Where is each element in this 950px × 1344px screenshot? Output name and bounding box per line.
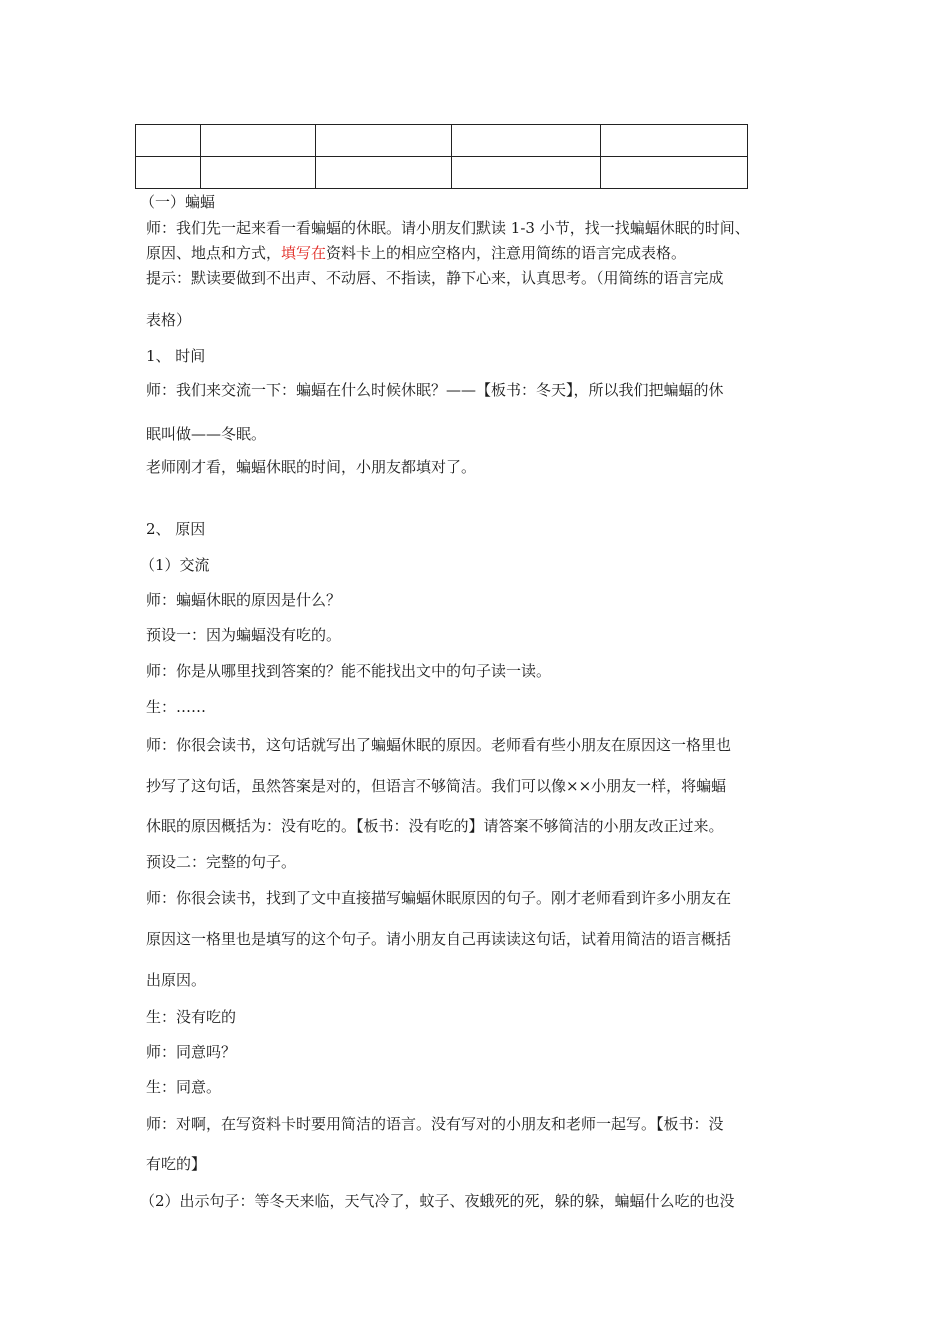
table-cell	[136, 125, 201, 157]
reason-line-3: 师：你是从哪里找到答案的？能不能找出文中的句子读一读。	[146, 662, 552, 680]
table-row	[136, 125, 748, 157]
table-cell	[136, 157, 201, 189]
table-cell	[601, 125, 748, 157]
time-line-3: 老师刚才看，蝙蝠休眠的时间，小朋友都填对了。	[146, 458, 477, 476]
heading-reason: 2、 原因	[146, 520, 206, 538]
table-row	[136, 157, 748, 189]
intro-text-b: 资料卡上的相应空格内，注意用简练的语言完成表格。	[326, 244, 687, 262]
table-cell	[452, 125, 601, 157]
highlight-fill-in: 填写在	[281, 244, 327, 262]
reason-line-2: 预设一：因为蝙蝠没有吃的。	[146, 626, 342, 644]
table-cell	[201, 157, 316, 189]
intro-text-a: 原因、地点和方式，	[146, 244, 282, 262]
subheading-exchange: （1）交流	[140, 556, 210, 574]
tip-line-2: 表格）	[146, 311, 192, 329]
reason-line-10: 原因这一格里也是填写的这个句子。请小朋友自己再读读这句话，试着用简洁的语言概括	[146, 930, 732, 948]
heading-time: 1、 时间	[146, 347, 206, 365]
table-cell	[316, 157, 452, 189]
table-cell	[601, 157, 748, 189]
reason-line-1: 师：蝙蝠休眠的原因是什么？	[146, 591, 342, 609]
tip-line-1: 提示：默读要做到不出声、不动唇、不指读，静下心来，认真思考。（用简练的语言完成	[146, 269, 724, 287]
section-title: （一）蝙蝠	[140, 193, 216, 211]
time-line-1: 师：我们来交流一下：蝙蝠在什么时候休眠？——【板书：冬天】，所以我们把蝙蝠的休	[146, 381, 724, 399]
reason-line-16: 有吃的】	[146, 1155, 207, 1173]
table-cell	[316, 125, 452, 157]
teacher-intro-line-2	[146, 243, 686, 263]
info-card-table	[135, 124, 748, 189]
reason-line-13: 师：同意吗？	[146, 1043, 237, 1061]
reason-line-5: 师：你很会读书，这句话就写出了蝙蝠休眠的原因。老师看有些小朋友在原因这一格里也	[146, 736, 732, 754]
reason-line-9: 师：你很会读书，找到了文中直接描写蝙蝠休眠原因的句子。刚才老师看到许多小朋友在	[146, 889, 732, 907]
reason-line-15: 师：对啊，在写资料卡时要用简洁的语言。没有写对的小朋友和老师一起写。【板书：没	[146, 1115, 724, 1133]
reason-line-14: 生：同意。	[146, 1078, 222, 1096]
reason-line-11: 出原因。	[146, 971, 207, 989]
table-cell	[452, 157, 601, 189]
reason-line-4: 生：……	[146, 698, 207, 716]
subheading-show-sentence: （2）出示句子：等冬天来临，天气冷了，蚊子、夜蛾死的死，躲的躲，蝙蝠什么吃的也没	[140, 1192, 735, 1210]
reason-line-6: 抄写了这句话，虽然答案是对的，但语言不够简洁。我们可以像××小朋友一样，将蝙蝠	[146, 777, 727, 795]
teacher-intro-line-1: 师：我们先一起来看一看蝙蝠的休眠。请小朋友们默读 1-3 小节，找一找蝙蝠休眠的时间、	[146, 219, 750, 237]
reason-line-12: 生：没有吃的	[146, 1008, 237, 1026]
table-cell	[201, 125, 316, 157]
time-line-2: 眠叫做——冬眠。	[146, 425, 267, 443]
reason-line-7: 休眠的原因概括为：没有吃的。【板书：没有吃的】请答案不够简洁的小朋友改正过来。	[146, 817, 724, 835]
reason-line-8: 预设二：完整的句子。	[146, 853, 297, 871]
